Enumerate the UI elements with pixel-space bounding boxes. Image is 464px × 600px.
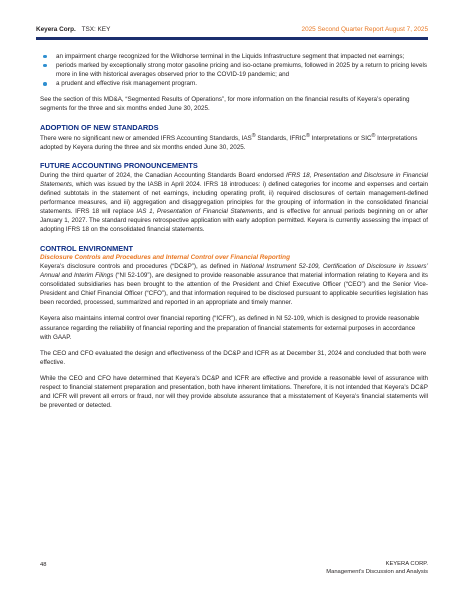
bullet-icon [43, 82, 47, 86]
list-item: periods marked by exceptionally strong motor gasoline pricing and iso-octane premiums, followed in 2025 by a return to pricing levels more in line with historical averages observed prior to the COVID-19 pandemic; and [40, 61, 428, 79]
footer-document: Management’s Discussion and Analysis [326, 569, 428, 576]
list-item: a prudent and effective risk management program. [40, 79, 428, 88]
header-ticker: TSX: KEY [81, 26, 111, 33]
limitations-paragraph: While the CEO and CFO have determined that Keyera’s DC&P and ICFR are effective and provide a reasonable level of assurance with respect to financial statement preparation and presentation, both have inherent limitations. Therefore, it is not intended that Keyera’s DC&P and ICFR will prevent all errors or fraud, nor will they provide absolute assurance that a misstatement of Keyera’s financial statements will be prevented or detected. [40, 374, 428, 410]
adoption-paragraph: There were no significant new or amended IFRS Accounting Standards, IAS® Standards, IFRIC® Interpretations or SIC® Interpretations adopted by Keyera during the three and six months ended June 30, 2025. [40, 133, 418, 152]
header-rule [36, 37, 428, 40]
page-content [40, 52, 428, 410]
adoption-heading: ADOPTION OF NEW STANDARDS [40, 122, 159, 132]
evaluation-paragraph: The CEO and CFO evaluated the design and effectiveness of the DC&P and ICFR as at December 31, 2024 and concluded that both were effective. [40, 349, 427, 366]
page-number: 48 [40, 562, 47, 568]
future-pronouncements-paragraph: During the third quarter of 2024, the Canadian Accounting Standards Board endorsed IFRS 18, Presentation and Disclosure in Financial Statements, which was issued by the IASB in April 2024. IFRS 18 introduces: i) defined categories for income and expenses and certain defined subtotals in the statement of net earnings, including operating profit, ii) required disclosures of certain management-defined performance measures, and iii) aggregation and disaggregation principles for the grouping of information in the consolidated financial statements. IFRS 18 will replace IAS 1, Presentation of Financial Statements, and is effective for annual periods beginning on or after January 1, 2027. The standard requires retrospective application with early adoption permitted. Keyera is currently assessing the impact of adopting IFRS 18 on the consolidated financial statements. [40, 171, 429, 234]
control-subheading: Disclosure Controls and Procedures and Internal Control over Financial Reporting [40, 254, 290, 261]
header-company: Keyera Corp. [36, 26, 76, 33]
bullet-list [40, 52, 428, 88]
segment-reference-paragraph: See the section of this MD&A, “Segmented Results of Operations”, for more information on the financial results of Keyera’s operating segments for the three and six months ended June 30, 2025. [40, 96, 410, 113]
future-pronouncements-heading: FUTURE ACCOUNTING PRONOUNCEMENTS [40, 161, 198, 171]
dcp-paragraph: Keyera’s disclosure controls and procedures (“DC&P”), as defined in National Instrument 52-109, Certification of Disclosure in Issuers’ Annual and Interim Filings (“NI 52-109”), are designed to provide reasonable assurance that material information relating to Keyera and its consolidated subsidiaries has been brought to the attention of the President and Chief Executive Officer (“CEO”) and the Senior Vice-President and Chief Financial Officer (“CFO”), and that information required to be disclosed pursuant to applicable securities legislation has been recorded, processed, summarized and reported in an appropriate and timely manner. [40, 263, 428, 307]
footer-company: KEYERA CORP. [385, 561, 428, 567]
page-header [36, 26, 428, 36]
control-environment-heading: CONTROL ENVIRONMENT [40, 243, 134, 253]
bullet-icon [43, 64, 47, 68]
page-footer [326, 560, 428, 577]
header-report-title: 2025 Second Quarter Report August 7, 2025 [301, 26, 428, 33]
bullet-icon [43, 55, 47, 59]
list-item: an impairment charge recognized for the Wildhorse terminal in the Liquids Infrastructure segment that impacted net earnings; [40, 52, 428, 61]
icfr-paragraph: Keyera also maintains internal control over financial reporting (“ICFR”), as defined in NI 52-109, which is designed to provide reasonable assurance regarding the reliability of financial reporting and the preparation of financial statements for external purposes in accordance with GAAP. [40, 315, 420, 341]
